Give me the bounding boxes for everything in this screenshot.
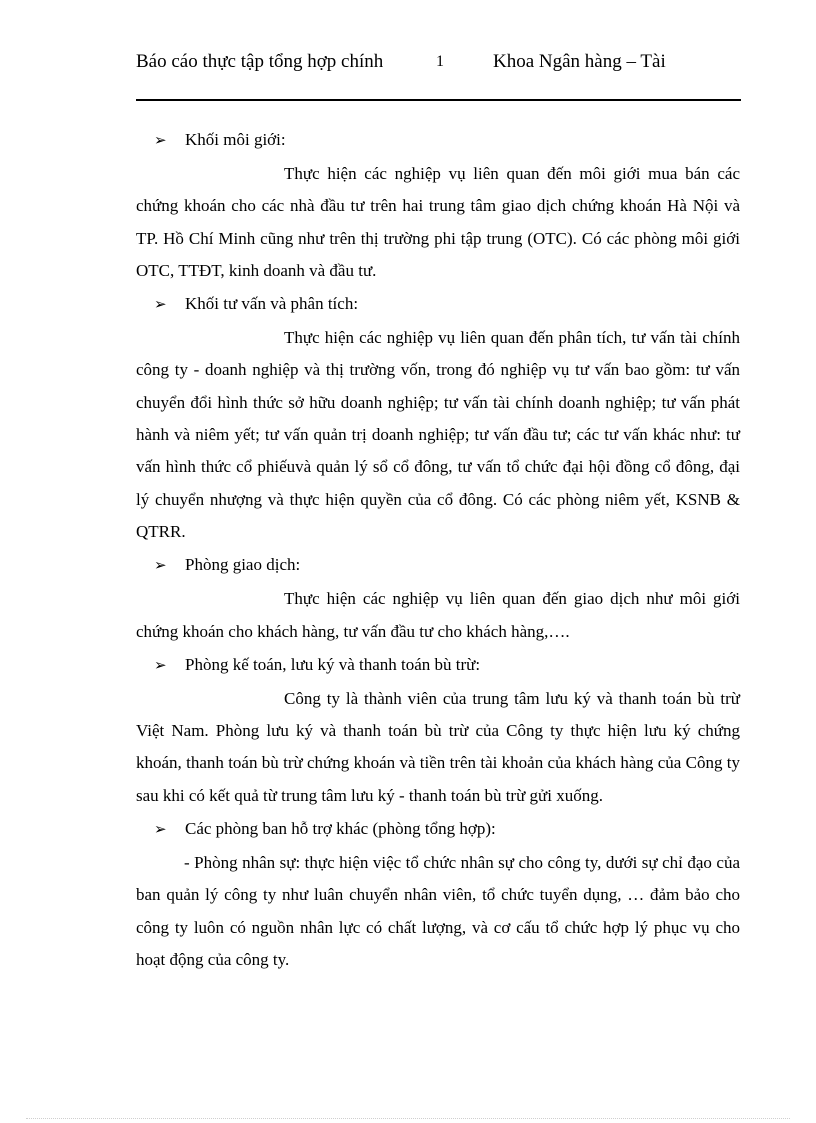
header-faculty: Khoa Ngân hàng – Tài bbox=[493, 51, 666, 72]
document-body bbox=[136, 126, 740, 979]
section-paragraph: - Phòng nhân sự: thực hiện việc tổ chức nhân sự cho công ty, dưới sự chỉ đạo của ban quản lý công ty như luân chuyển nhân viên, tổ chức tuyển dụng, … đảm bảo cho công ty luôn có nguồn nhân lực có chất lượng, và cơ cấu tổ chức hợp lý phục vụ cho hoạt động của công ty. bbox=[136, 853, 740, 969]
section-heading-text: Các phòng ban hỗ trợ khác (phòng tổng hợp): bbox=[185, 819, 496, 839]
header-divider bbox=[136, 99, 741, 101]
section-heading-text: Phòng giao dịch: bbox=[185, 555, 301, 575]
header-report-title: Báo cáo thực tập tổng hợp chính bbox=[136, 51, 384, 72]
section-heading-text: Khối tư vấn và phân tích: bbox=[185, 294, 359, 314]
section-heading-text: Khối môi giới: bbox=[185, 130, 286, 149]
section-heading bbox=[136, 290, 740, 318]
page-bottom-border bbox=[26, 1118, 790, 1119]
arrow-bullet-icon: ➢ bbox=[154, 295, 167, 314]
section-heading bbox=[136, 651, 740, 679]
section-paragraph: Thực hiện các nghiệp vụ liên quan đến giao dịch như môi giới chứng khoán cho khách hàng, tư vấn đầu tư cho khách hàng,…. bbox=[136, 589, 740, 641]
section-heading bbox=[136, 126, 740, 154]
section-heading-text: Phòng kế toán, lưu ký và thanh toán bù trừ: bbox=[185, 654, 481, 674]
section-paragraph: Công ty là thành viên của trung tâm lưu ký và thanh toán bù trừ Việt Nam. Phòng lưu ký và thanh toán bù trừ của Công ty thực hiện lưu ký chứng khoán, thanh toán bù trừ chứng khoán và tiền trên tài khoản của khách hàng của Công ty sau khi có kết quả từ trung tâm lưu ký - thanh toán bù trừ gửi xuống. bbox=[136, 688, 740, 805]
section-heading bbox=[136, 551, 740, 579]
page-number: 1 bbox=[436, 53, 444, 70]
section-paragraph: Thực hiện các nghiệp vụ liên quan đến môi giới mua bán các chứng khoán cho các nhà đầu tư trên hai trung tâm giao dịch chứng khoán Hà Nội và TP. Hồ Chí Minh cũng như trên thị trường phi tập trung (OTC). Có các phòng môi giới OTC, TTĐT, kinh doanh và đầu tư. bbox=[136, 164, 740, 280]
section-paragraph: Thực hiện các nghiệp vụ liên quan đến phân tích, tư vấn tài chính công ty - doanh nghiệp và thị trường vốn, trong đó nghiệp vụ tư vấn bao gồm: tư vấn chuyển đổi hình thức sở hữu doanh nghiệp; tư vấn tài chính doanh nghiệp; tư vấn phát hành và niêm yết; tư vấn quản trị doanh nghiệp; tư vấn đầu tư; các tư vấn khác như: tư vấn hình thức cổ phiếuvà quản lý sổ cổ đông, tư vấn tổ chức đại hội đồng cổ đông, đại lý chuyển nhượng và thực hiện quyền của cổ đông. Có các phòng niêm yết, KSNB & QTRR. bbox=[136, 328, 740, 541]
page-header bbox=[136, 50, 740, 100]
section-heading bbox=[136, 815, 740, 843]
arrow-bullet-icon: ➢ bbox=[154, 131, 167, 149]
arrow-bullet-icon: ➢ bbox=[154, 655, 167, 674]
arrow-bullet-icon: ➢ bbox=[154, 820, 167, 839]
arrow-bullet-icon: ➢ bbox=[154, 556, 167, 575]
